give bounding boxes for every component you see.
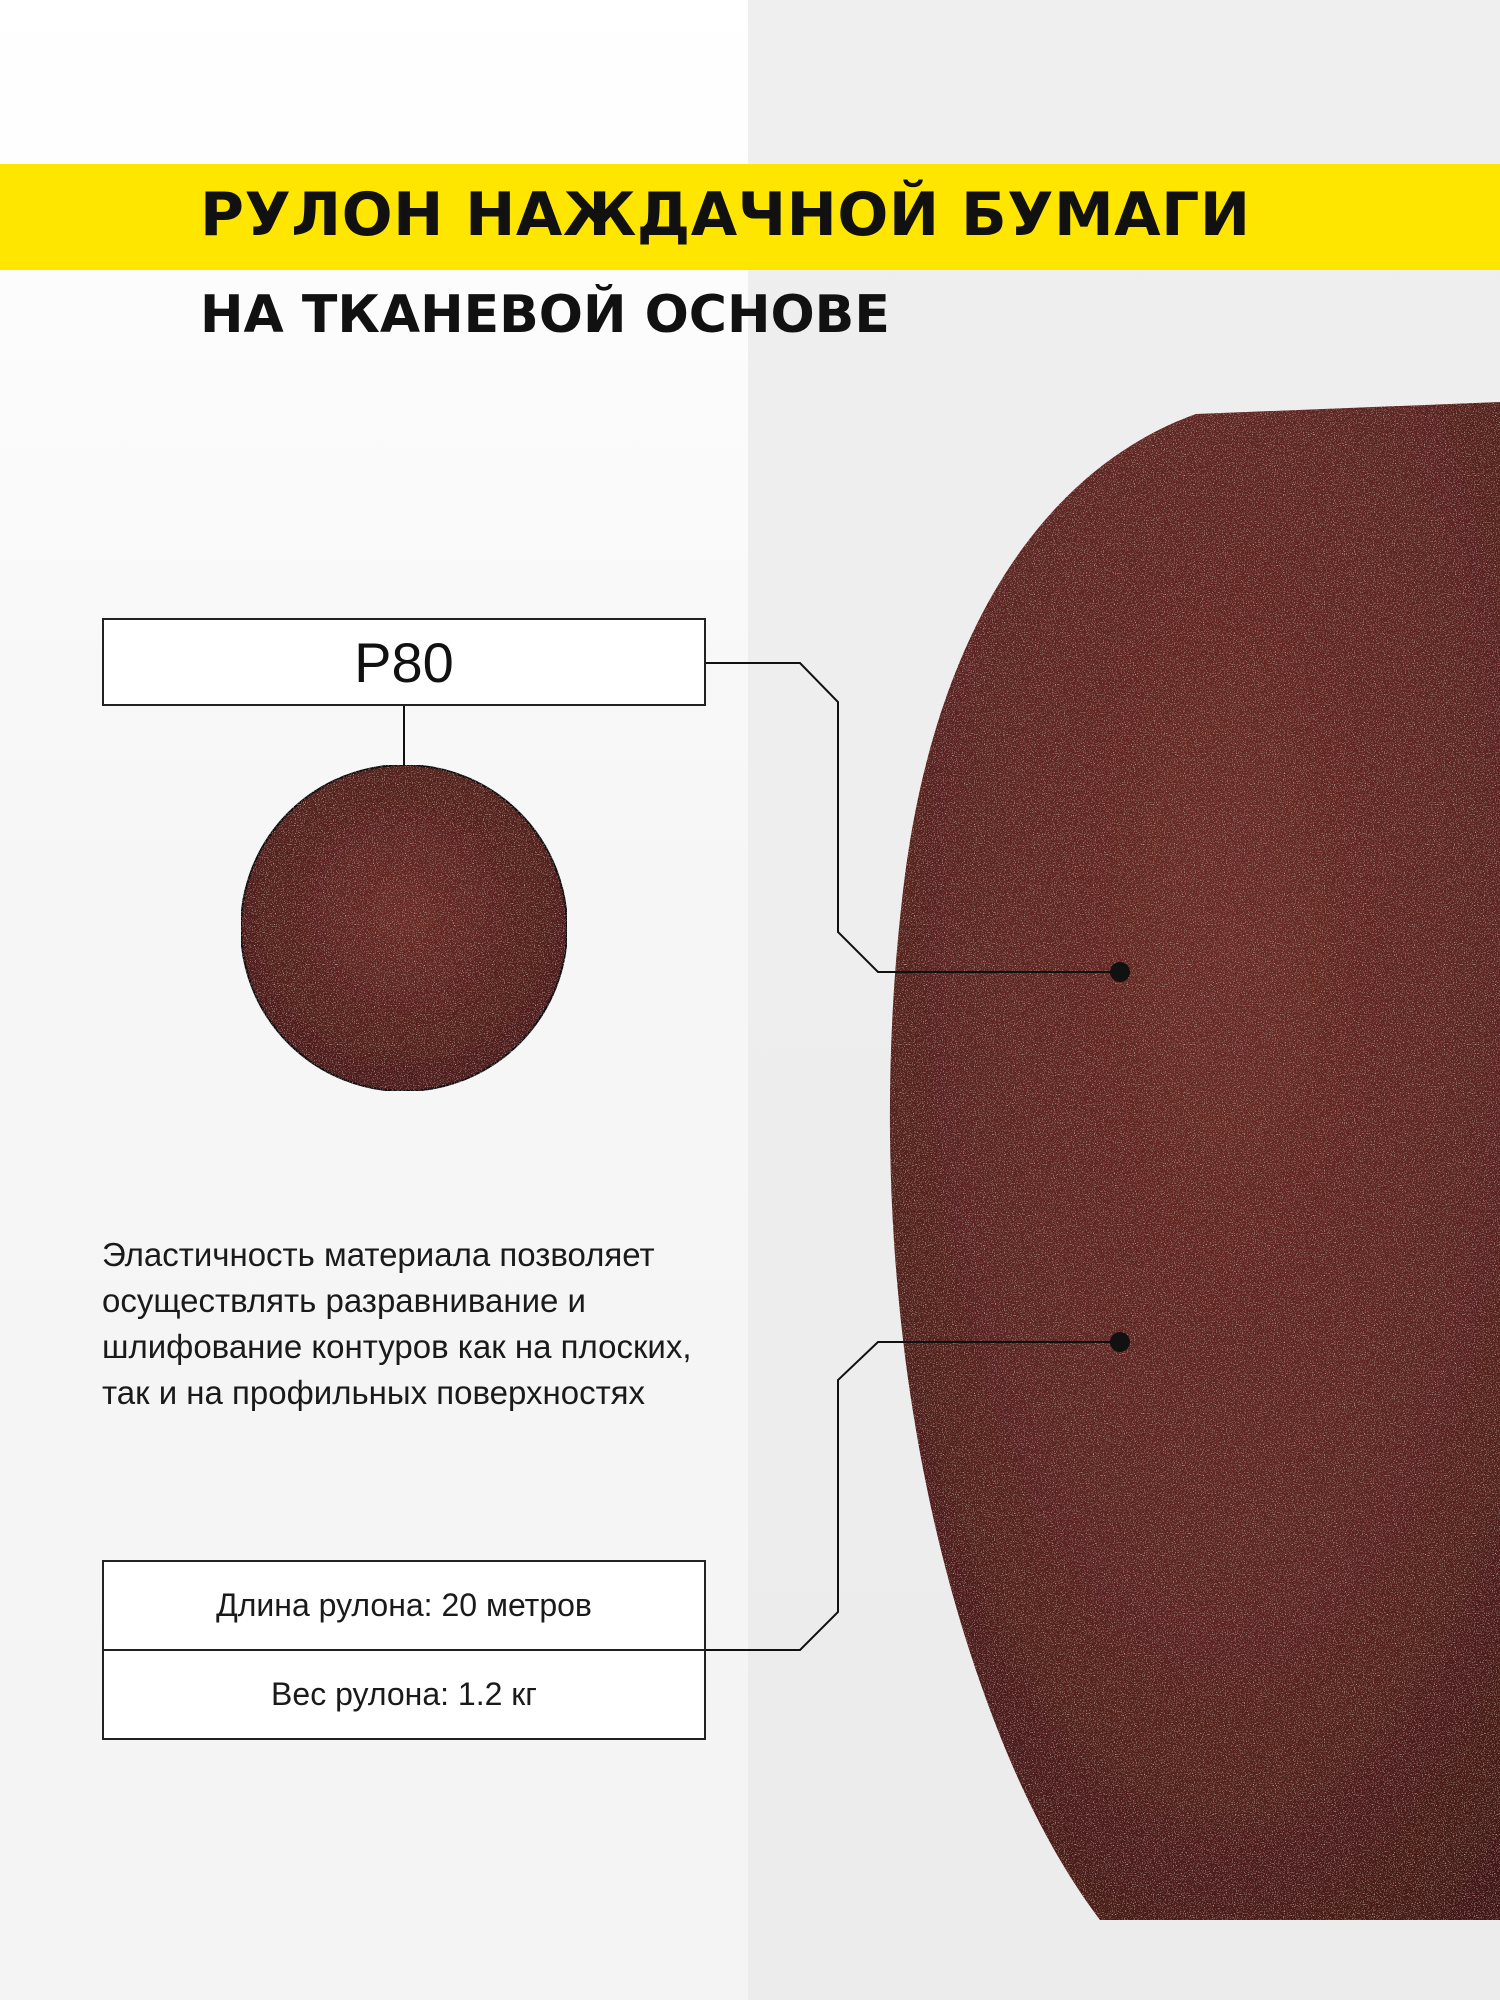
grit-label: P80 bbox=[354, 630, 454, 694]
sanding-roll bbox=[890, 402, 1500, 1920]
description-text: Эластичность материала позволяет осуществлять разравнивание и шлифование контуров как на плоских, так и на профильных поверхностях bbox=[102, 1236, 692, 1411]
spec-row-weight bbox=[104, 1649, 704, 1738]
grit-label-box bbox=[102, 618, 706, 706]
grit-callout-dot bbox=[1110, 962, 1130, 982]
spec-row-length bbox=[104, 1562, 704, 1649]
page-title: РУЛОН НАЖДАЧНОЙ БУМАГИ bbox=[200, 180, 1251, 250]
page-subtitle: НА ТКАНЕВОЙ ОСНОВЕ bbox=[200, 285, 890, 345]
grit-swatch bbox=[241, 765, 567, 1091]
spec-length: Длина рулона: 20 метров bbox=[216, 1587, 592, 1623]
spec-weight: Вес рулона: 1.2 кг bbox=[271, 1676, 537, 1712]
spec-callout-dot bbox=[1110, 1332, 1130, 1352]
spec-table bbox=[102, 1560, 706, 1740]
